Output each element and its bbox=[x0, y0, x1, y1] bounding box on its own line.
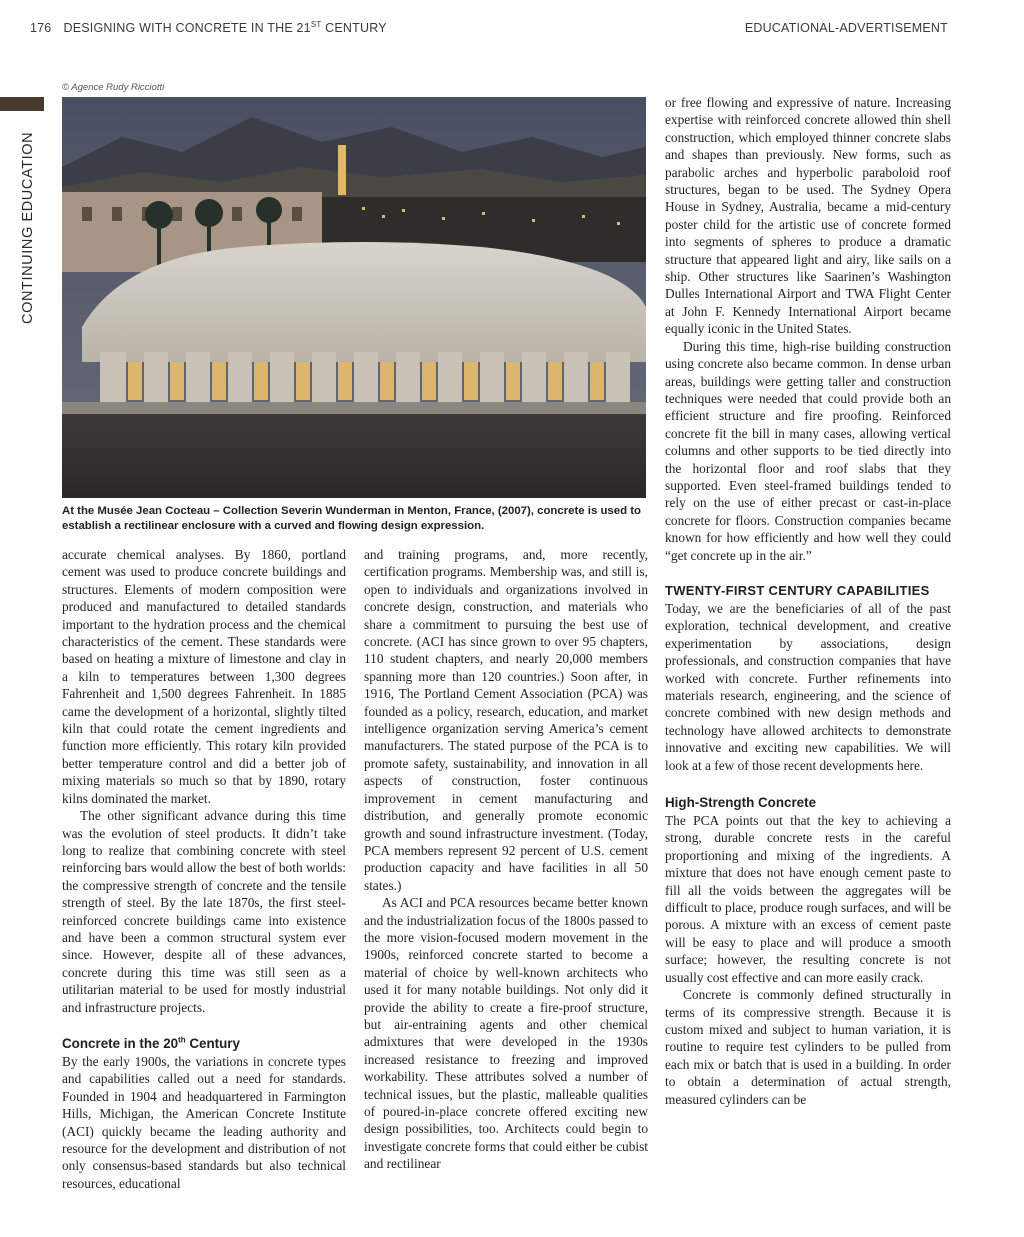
text-column-3 bbox=[665, 94, 951, 1108]
paragraph: and training programs, and, more recently, certification programs. Membership was, and still is, open to individuals and organizations involved in concrete design, construction, and materials who share a commitment to pursuing the best use of concrete. (ACI has since grown to over 95 chapters, 110 student chapters, and nearly 20,000 members spanning more than 120 countries.) Soon after, in 1916, The Portland Cement Association (PCA) was founded as a policy, research, education, and market intelligence organization serving America’s cement manufacturers. The stated purpose of the PCA is to promote safety, sustainability, and innovation in all aspects of construction, foster continuous improvement in cement manufacturing and distribution, and generally promote economic growth and sound infrastructure investment. (Today, PCA members represent 92 percent of U.S. cement production capacity and have facilities in all 50 states.) bbox=[364, 547, 648, 893]
subheading-high-strength-concrete: High-Strength Concrete bbox=[665, 795, 817, 811]
subheading-20th-century: Concrete in the 20th Century bbox=[62, 1035, 240, 1051]
paragraph: or free flowing and expressive of nature. Increasing expertise with reinforced concrete allowed thin shell construction, which employed thinner concrete slabs and shapes than previously. New forms, such as parabolic arches and hyperbolic paraboloid roof structures, began to be used. The Sydney Opera House in Sydney, Australia, became a mid-century poster child for the artistic use of concrete formed into segments of spheres to produce a dramatic structure that appeared light and airy, like sails on a ship. Other structures like Saarinen’s Washington Dulles International Airport and TWA Flight Center at John F. Kennedy International Airport became equally iconic in the United States. bbox=[665, 95, 951, 337]
museum-photo bbox=[62, 97, 646, 498]
paragraph: Today, we are the beneficiaries of all of the past exploration, technical development, and creative experimentation by associations, design professionals, and construction companies that have worked with concrete. Further refinements into materials research, engineering, and the science of concrete combined with new design methods and technology have allowed architects to demonstrate innovative and exciting new capabilities. We will look at a few of those recent developments here. bbox=[665, 600, 951, 773]
paragraph: By the early 1900s, the variations in concrete types and capabilities called out a need for standards. Founded in 1904 and headquartered in Farmington Hills, Michigan, the American Concrete Institute (ACI) quickly became the leading authority and resource for the development and distribution of not only consensus-based standards but also technical resources, educational bbox=[62, 1053, 346, 1191]
page-number: 176 bbox=[30, 21, 52, 35]
section-heading-21st-century: TWENTY-FIRST CENTURY CAPABILITIES bbox=[665, 582, 930, 598]
text-column-1 bbox=[62, 546, 346, 1192]
paragraph: The PCA points out that the key to achieving a strong, durable concrete rests in the careful proportioning and mixing of the ingredients. A mixture that does not have enough cement paste to fill all the voids between the aggregates will be difficult to place, produce rough surfaces, and will be porous. A mixture with an excess of cement paste will be easy to place and will produce a smooth surface; however, the resulting concrete is not usually cost effective and can more easily crack. bbox=[665, 813, 951, 985]
photo-credit: © Agence Rudy Ricciotti bbox=[62, 82, 165, 93]
paragraph: Concrete is commonly defined structurally in terms of its compressive strength. Because it is custom mixed and subject to human variation, it is routine to require test cylinders to be pulled from each mix or batch that is used in a building. In order to obtain a determination of actual strength, measured cylinders can be bbox=[665, 987, 951, 1107]
section-tab-marker bbox=[0, 97, 44, 111]
running-header bbox=[30, 21, 387, 35]
paragraph: As ACI and PCA resources became better known and the industrialization focus of the 1800s passed to the more vision-focused modern movement in the 1900s, reinforced concrete started to become a material of choice by well-known architects who used it for many notable buildings. Not only did it provide the ability to create a fire-proof structure, but air-entraining agents and other chemical admixtures that were developed in the 1930s increased resistance to freezing and improved workability. These attributes solved a number of technical issues, but the plastic, malleable qualities of poured-in-place concrete offered exciting new design possibilities, too. Architects could begin to investigate concrete forms that could either be cubist and rectilinear bbox=[364, 895, 648, 1172]
paragraph: The other significant advance during this time was the evolution of steel products. It didn’t take long to realize that combining concrete with steel reinforcing bars would allow the best of both worlds: the compressive strength of concrete and the tensile strength of steel. By the late 1870s, the first steel-reinforced concrete buildings came into existence and have been a common structural system ever since. However, despite all of these advances, concrete during this time was still seen as a utilitarian material to be used for mostly industrial and infrastructure projects. bbox=[62, 808, 346, 1015]
sidebar-label: CONTINUING EDUCATION bbox=[20, 131, 36, 324]
paragraph: accurate chemical analyses. By 1860, portland cement was used to produce concrete buildings and structures. Elements of modern composition were produced and manufactured to detailed standards important to the hydration process and the chemical characteristics of the cement. These standards were based on heating a mixture of limestone and clay in a kiln to temperatures between 1,300 degrees Fahrenheit and 1,500 degrees Fahrenheit. In 1885 came the development of a horizontal, slightly tilted kiln that could rotate the cement ingredients and function more efficiently. This rotary kiln provided better temperature control and did a better job of mixing materials so much so that by 1890, rotary kilns dominated the market. bbox=[62, 547, 346, 806]
photo-caption: At the Musée Jean Cocteau – Collection Severin Wunderman in Menton, France, (2007), concrete is used to establish a rectilinear enclosure with a curved and flowing design expression. bbox=[62, 505, 641, 532]
text-column-2 bbox=[364, 546, 648, 1173]
running-title: DESIGNING WITH CONCRETE IN THE 21ST CENTURY bbox=[63, 19, 387, 35]
paragraph: During this time, high-rise building construction using concrete also became common. In dense urban areas, buildings were getting taller and construction techniques were needed that could provide both an efficient structure and fire proofing. Reinforced concrete fit the bill in many cases, allowing vertical columns and other supports to be tied directly into the horizontal floor and roof slabs that they supported. Even steel-framed buildings tended to rely on the use of either precast or cast-in-place concrete for floors. Construction companies became known for how efficiently and how well they could “get concrete up in the air.” bbox=[665, 338, 951, 563]
section-label: EDUCATIONAL-ADVERTISEMENT bbox=[744, 21, 948, 35]
